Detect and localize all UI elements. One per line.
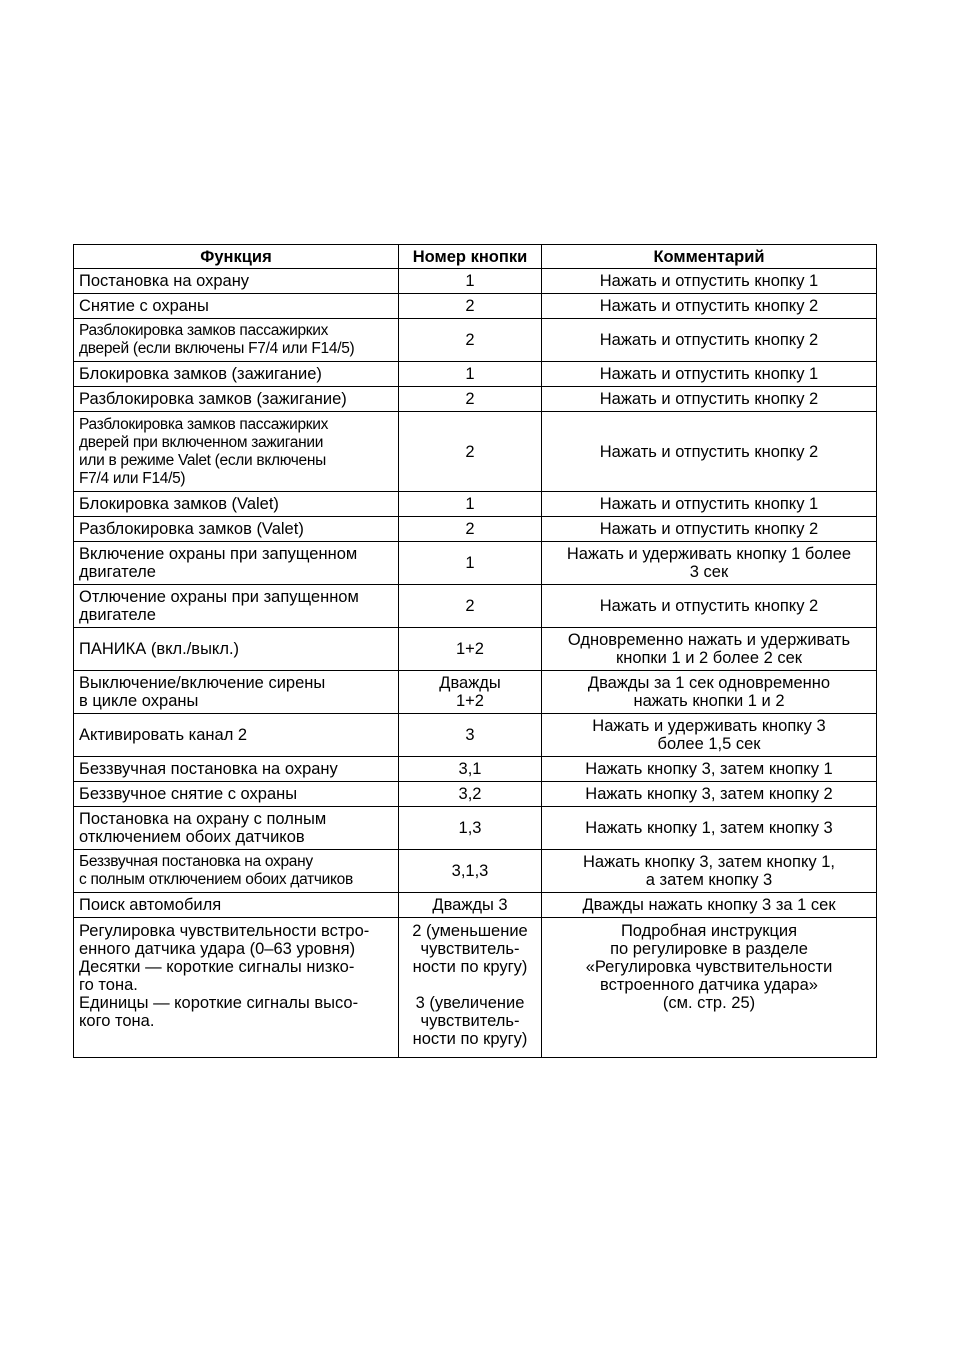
table-row bbox=[74, 319, 877, 362]
comment-cell: Нажать кнопку 3, затем кнопку 1, а затем кнопку 3 bbox=[542, 850, 877, 893]
button-cell: 2 bbox=[399, 319, 542, 362]
table-row bbox=[74, 807, 877, 850]
header-comment: Комментарий bbox=[542, 245, 877, 269]
button-cell: 2 bbox=[399, 585, 542, 628]
comment-cell: Нажать и отпустить кнопку 1 bbox=[542, 492, 877, 517]
comment-cell: Подробная инструкция по регулировке в разделе «Регулировка чувствительности встроенного датчика удара» (см. стр. 25) bbox=[542, 918, 877, 1058]
table-row bbox=[74, 542, 877, 585]
comment-cell: Дважды нажать кнопку 3 за 1 сек bbox=[542, 893, 877, 918]
comment-cell: Нажать кнопку 1, затем кнопку 3 bbox=[542, 807, 877, 850]
header-function: Функция bbox=[74, 245, 399, 269]
comment-cell: Нажать и отпустить кнопку 2 bbox=[542, 517, 877, 542]
function-cell: Активировать канал 2 bbox=[74, 714, 399, 757]
function-cell: Поиск автомобиля bbox=[74, 893, 399, 918]
comment-cell: Нажать и отпустить кнопку 1 bbox=[542, 362, 877, 387]
comment-cell: Нажать кнопку 3, затем кнопку 1 bbox=[542, 757, 877, 782]
table-row bbox=[74, 893, 877, 918]
function-cell: Беззвучная постановка на охрану с полным отключением обоих датчиков bbox=[74, 850, 399, 893]
button-cell: 2 bbox=[399, 412, 542, 492]
table-row bbox=[74, 412, 877, 492]
function-cell: Включение охраны при запущенном двигателе bbox=[74, 542, 399, 585]
button-cell: 2 bbox=[399, 387, 542, 412]
button-cell: 1 bbox=[399, 542, 542, 585]
table-row bbox=[74, 362, 877, 387]
table-row bbox=[74, 757, 877, 782]
button-cell: 1 bbox=[399, 269, 542, 294]
function-cell: Блокировка замков (Valet) bbox=[74, 492, 399, 517]
button-cell: 1 bbox=[399, 362, 542, 387]
comment-cell: Нажать и отпустить кнопку 2 bbox=[542, 294, 877, 319]
comment-cell: Нажать и отпустить кнопку 2 bbox=[542, 387, 877, 412]
function-cell: Разблокировка замков пассажирких дверей (если включены F7/4 или F14/5) bbox=[74, 319, 399, 362]
button-cell: Дважды 3 bbox=[399, 893, 542, 918]
button-cell: 3 bbox=[399, 714, 542, 757]
comment-cell: Нажать кнопку 3, затем кнопку 2 bbox=[542, 782, 877, 807]
button-cell: 2 bbox=[399, 517, 542, 542]
button-cell: 1,3 bbox=[399, 807, 542, 850]
button-cell: 3,2 bbox=[399, 782, 542, 807]
comment-cell: Одновременно нажать и удерживать кнопки 1 и 2 более 2 сек bbox=[542, 628, 877, 671]
table-row bbox=[74, 782, 877, 807]
table-row bbox=[74, 269, 877, 294]
functions-table bbox=[73, 244, 877, 1058]
function-cell: Постановка на охрану bbox=[74, 269, 399, 294]
function-cell: Беззвучное снятие с охраны bbox=[74, 782, 399, 807]
function-cell: Разблокировка замков пассажирких дверей при включенном зажигании или в режиме Valet (если включены F7/4 или F14/5) bbox=[74, 412, 399, 492]
function-cell: ПАНИКА (вкл./выкл.) bbox=[74, 628, 399, 671]
function-cell: Беззвучная постановка на охрану bbox=[74, 757, 399, 782]
header-button-number: Номер кнопки bbox=[399, 245, 542, 269]
table-row bbox=[74, 918, 877, 1058]
function-cell: Разблокировка замков (Valet) bbox=[74, 517, 399, 542]
function-cell: Отлючение охраны при запущенном двигателе bbox=[74, 585, 399, 628]
button-cell: 2 (уменьшение чувствитель- ности по кругу) 3 (увеличение чувствитель- ности по кругу) bbox=[399, 918, 542, 1058]
table-row bbox=[74, 714, 877, 757]
table-row bbox=[74, 517, 877, 542]
table-row bbox=[74, 850, 877, 893]
comment-cell: Нажать и удерживать кнопку 3 более 1,5 сек bbox=[542, 714, 877, 757]
function-cell: Выключение/включение сирены в цикле охраны bbox=[74, 671, 399, 714]
comment-cell: Нажать и отпустить кнопку 2 bbox=[542, 585, 877, 628]
button-cell: 3,1 bbox=[399, 757, 542, 782]
button-cell: Дважды 1+2 bbox=[399, 671, 542, 714]
button-cell: 2 bbox=[399, 294, 542, 319]
table-row bbox=[74, 671, 877, 714]
button-cell: 1 bbox=[399, 492, 542, 517]
comment-cell: Дважды за 1 сек одновременно нажать кнопки 1 и 2 bbox=[542, 671, 877, 714]
function-cell: Постановка на охрану с полным отключением обоих датчиков bbox=[74, 807, 399, 850]
function-cell: Блокировка замков (зажигание) bbox=[74, 362, 399, 387]
table-row bbox=[74, 387, 877, 412]
table-row bbox=[74, 294, 877, 319]
table-row bbox=[74, 492, 877, 517]
table-header-row bbox=[74, 245, 877, 269]
button-cell: 3,1,3 bbox=[399, 850, 542, 893]
table-body bbox=[74, 269, 877, 1058]
function-cell: Разблокировка замков (зажигание) bbox=[74, 387, 399, 412]
table-row bbox=[74, 585, 877, 628]
button-cell: 1+2 bbox=[399, 628, 542, 671]
comment-cell: Нажать и отпустить кнопку 2 bbox=[542, 412, 877, 492]
function-cell: Снятие с охраны bbox=[74, 294, 399, 319]
table-row bbox=[74, 628, 877, 671]
comment-cell: Нажать и удерживать кнопку 1 более 3 сек bbox=[542, 542, 877, 585]
function-cell: Регулировка чувствительности встро- енного датчика удара (0–63 уровня) Десятки — короткие сигналы низко- го тона. Единицы — короткие сигналы высо- кого тона. bbox=[74, 918, 399, 1058]
comment-cell: Нажать и отпустить кнопку 2 bbox=[542, 319, 877, 362]
comment-cell: Нажать и отпустить кнопку 1 bbox=[542, 269, 877, 294]
